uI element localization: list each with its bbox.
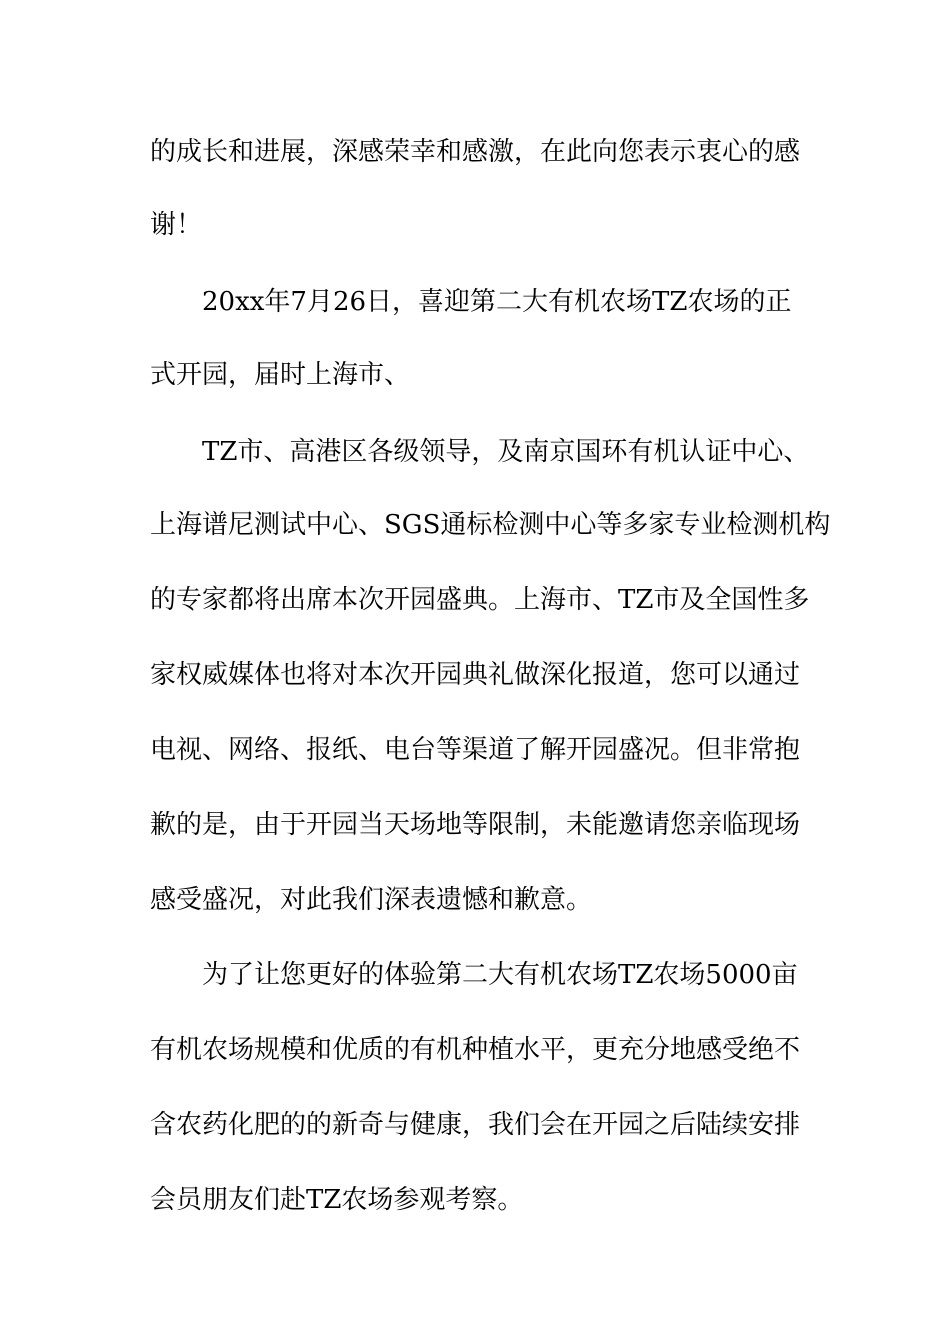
- text-line-15: 会员朋友们赴TZ农场参观考察。: [150, 1185, 524, 1215]
- paragraph-start-experience: 为了让您更好的体验第二大有机农场TZ农场5000亩: [202, 960, 798, 990]
- text-line-11: 感受盛况，对此我们深表遗憾和歉意。: [150, 885, 593, 915]
- text-line-8: 家权威媒体也将对本次开园典礼做深化报道，您可以通过: [150, 660, 801, 690]
- text-line-10: 歉的是，由于开园当天场地等限制，未能邀请您亲临现场: [150, 810, 801, 840]
- text-line-7: 的专家都将出席本次开园盛典。上海市、TZ市及全国性多: [150, 585, 810, 615]
- text-line-13: 有机农场规模和优质的有机种植水平，更充分地感受绝不: [150, 1035, 801, 1065]
- text-line-6: 上海谱尼测试中心、SGS通标检测中心等多家专业检测机构: [150, 510, 831, 540]
- paragraph-start-date: 20xx年7月26日，喜迎第二大有机农场TZ农场的正: [202, 287, 792, 317]
- text-line-2: 谢！: [150, 210, 203, 240]
- text-line-14: 含农药化肥的的新奇与健康，我们会在开园之后陆续安排: [150, 1110, 801, 1140]
- text-line-1: 的成长和进展，深感荣幸和感激，在此向您表示衷心的感: [150, 137, 801, 167]
- text-line-9: 电视、网络、报纸、电台等渠道了解开园盛况。但非常抱: [150, 735, 801, 765]
- paragraph-start-leaders: TZ市、高港区各级领导，及南京国环有机认证中心、: [202, 437, 810, 467]
- text-line-4: 式开园，届时上海市、: [150, 360, 411, 390]
